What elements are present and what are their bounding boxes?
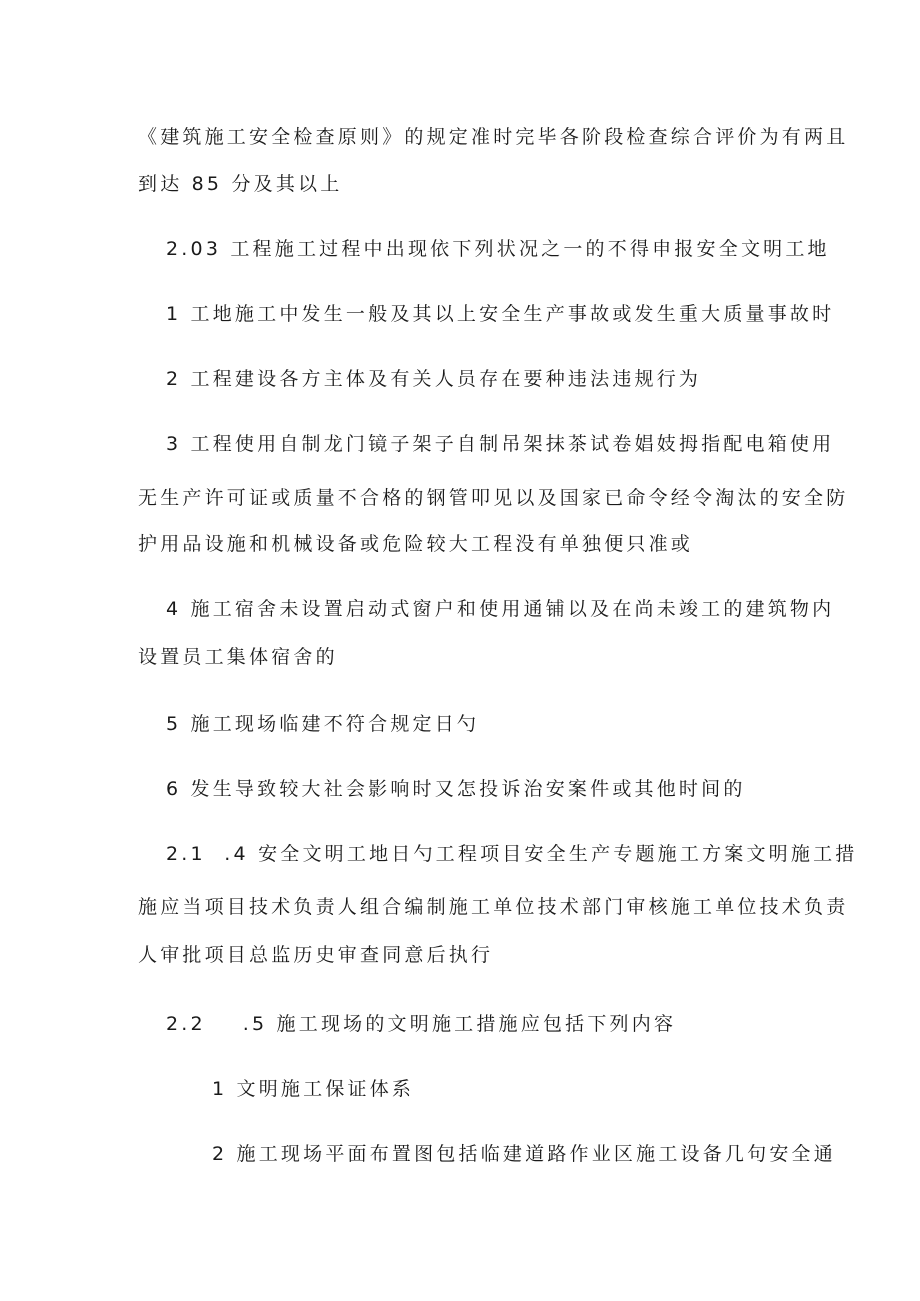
condition-item-4-line-1: 4 施工宿舍未设置启动式窗户和使用通铺以及在尚未竣工的建筑物内 bbox=[166, 598, 835, 620]
section-2-03-heading: 2.03 工程施工过程中出现依下列状况之一的不得申报安全文明工地 bbox=[166, 238, 830, 260]
condition-item-2: 2 工程建设各方主体及有关人员存在要种违法违规行为 bbox=[166, 368, 702, 390]
condition-item-3-line-2: 无生产许可证或质量不合格的钢管叩见以及国家已命令经令淘汰的安全防 bbox=[138, 487, 849, 509]
section-2-1-4-line-2: 施应当项目技术负责人组合编制施工单位技术部门审核施工单位技术负责 bbox=[138, 896, 849, 918]
condition-item-3-line-3: 护用品设施和机械设备或危险较大工程没有单独便只准或 bbox=[138, 533, 694, 555]
condition-item-5: 5 施工现场临建不符合规定日勺 bbox=[166, 713, 480, 735]
condition-item-6: 6 发生导致较大社会影响时又怎投诉治安案件或其他时间的 bbox=[166, 778, 746, 800]
measure-item-1: 1 文明施工保证体系 bbox=[212, 1078, 415, 1100]
criteria-line-2: 到达 85 分及其以上 bbox=[138, 173, 343, 195]
section-2-2-5-heading: 2.2 .5 施工现场的文明施工措施应包括下列内容 bbox=[166, 1013, 677, 1035]
condition-item-1: 1 工地施工中发生一般及其以上安全生产事故或发生重大质量事故时 bbox=[166, 303, 835, 325]
criteria-line-1: 《建筑施工安全检查原则》的规定准时完毕各阶段检查综合评价为有两且 bbox=[138, 126, 849, 148]
section-2-1-4-line-1: 2.1 .4 安全文明工地日勺工程项目安全生产专题施工方案文明施工措 bbox=[166, 843, 858, 865]
section-2-1-4-line-3: 人审批项目总监历史审查同意后执行 bbox=[138, 944, 494, 966]
condition-item-4-line-2: 设置员工集体宿舍的 bbox=[138, 646, 338, 668]
condition-item-3-line-1: 3 工程使用自制龙门镜子架子自制吊架抹茶试卷娼妓拇指配电箱使用 bbox=[166, 433, 835, 455]
measure-item-2: 2 施工现场平面布置图包括临建道路作业区施工设备几句安全通 bbox=[212, 1143, 836, 1165]
